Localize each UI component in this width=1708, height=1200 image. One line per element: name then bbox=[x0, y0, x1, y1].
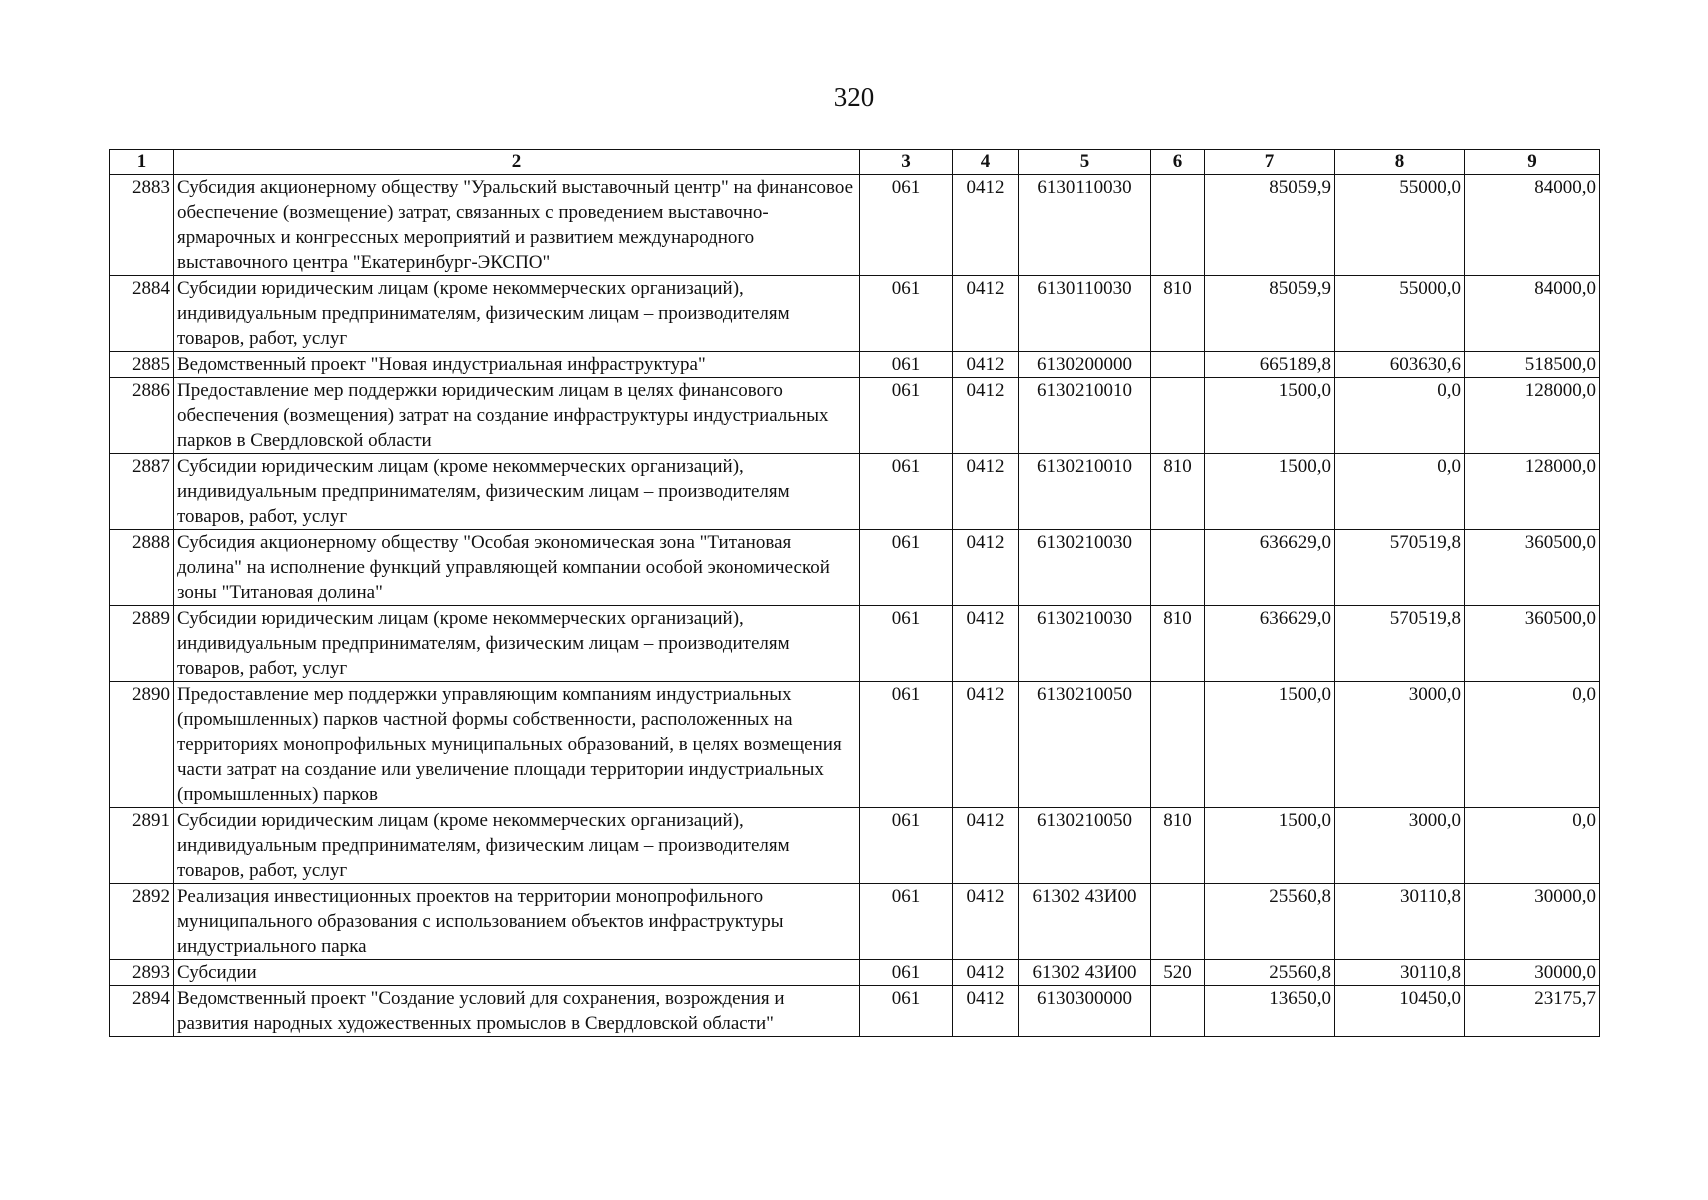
page-number: 320 bbox=[833, 82, 875, 112]
row-col-3: 061 bbox=[860, 960, 953, 986]
row-col-4: 0412 bbox=[953, 606, 1019, 682]
row-col-4: 0412 bbox=[953, 352, 1019, 378]
row-number: 2888 bbox=[110, 530, 174, 606]
row-col-6 bbox=[1151, 986, 1205, 1037]
row-col-5: 6130210030 bbox=[1019, 606, 1151, 682]
row-col-6: 810 bbox=[1151, 454, 1205, 530]
row-col-8: 55000,0 bbox=[1335, 175, 1465, 276]
row-col-6 bbox=[1151, 378, 1205, 454]
row-col-5: 6130110030 bbox=[1019, 276, 1151, 352]
row-col-3: 061 bbox=[860, 986, 953, 1037]
row-col-7: 25560,8 bbox=[1205, 960, 1335, 986]
row-number: 2890 bbox=[110, 682, 174, 808]
row-col-5: 6130300000 bbox=[1019, 986, 1151, 1037]
row-col-6: 810 bbox=[1151, 606, 1205, 682]
row-col-7: 1500,0 bbox=[1205, 454, 1335, 530]
row-col-8: 30110,8 bbox=[1335, 960, 1465, 986]
row-col-6 bbox=[1151, 682, 1205, 808]
row-col-5: 6130200000 bbox=[1019, 352, 1151, 378]
row-col-9: 518500,0 bbox=[1465, 352, 1600, 378]
row-col-5: 6130210050 bbox=[1019, 808, 1151, 884]
budget-table bbox=[109, 149, 1600, 1037]
row-col-8: 10450,0 bbox=[1335, 986, 1465, 1037]
header-col-1: 1 bbox=[110, 150, 174, 175]
row-col-8: 0,0 bbox=[1335, 454, 1465, 530]
row-col-8: 603630,6 bbox=[1335, 352, 1465, 378]
table-row bbox=[110, 884, 1600, 960]
row-col-4: 0412 bbox=[953, 276, 1019, 352]
row-col-3: 061 bbox=[860, 606, 953, 682]
row-description: Субсидия акционерному обществу "Особая экономическая зона "Титановая долина" на исполнение функций управляющей компании особой экономической зоны "Титановая долина" bbox=[174, 530, 860, 606]
table-row bbox=[110, 352, 1600, 378]
row-col-9: 84000,0 bbox=[1465, 276, 1600, 352]
row-description: Субсидии юридическим лицам (кроме некоммерческих организаций), индивидуальным предпринимателям, физическим лицам – производителям товаров, работ, услуг bbox=[174, 606, 860, 682]
row-col-6: 520 bbox=[1151, 960, 1205, 986]
row-col-3: 061 bbox=[860, 352, 953, 378]
row-col-7: 25560,8 bbox=[1205, 884, 1335, 960]
table-body bbox=[110, 175, 1600, 1037]
header-col-4: 4 bbox=[953, 150, 1019, 175]
row-col-7: 1500,0 bbox=[1205, 682, 1335, 808]
row-col-4: 0412 bbox=[953, 986, 1019, 1037]
row-description: Субсидии юридическим лицам (кроме некоммерческих организаций), индивидуальным предпринимателям, физическим лицам – производителям товаров, работ, услуг bbox=[174, 276, 860, 352]
table-row bbox=[110, 378, 1600, 454]
row-col-9: 0,0 bbox=[1465, 682, 1600, 808]
row-col-6: 810 bbox=[1151, 808, 1205, 884]
row-col-6 bbox=[1151, 352, 1205, 378]
row-col-6 bbox=[1151, 530, 1205, 606]
row-col-3: 061 bbox=[860, 175, 953, 276]
header-col-3: 3 bbox=[860, 150, 953, 175]
header-col-6: 6 bbox=[1151, 150, 1205, 175]
row-col-9: 30000,0 bbox=[1465, 960, 1600, 986]
table-row bbox=[110, 276, 1600, 352]
row-col-3: 061 bbox=[860, 682, 953, 808]
row-col-5: 61302 43И00 bbox=[1019, 960, 1151, 986]
row-col-9: 128000,0 bbox=[1465, 454, 1600, 530]
table-header bbox=[110, 150, 1600, 175]
row-col-9: 360500,0 bbox=[1465, 606, 1600, 682]
row-col-8: 0,0 bbox=[1335, 378, 1465, 454]
row-description: Реализация инвестиционных проектов на территории монопрофильного муниципального образования с использованием объектов инфраструктуры индустриального парка bbox=[174, 884, 860, 960]
row-col-5: 6130110030 bbox=[1019, 175, 1151, 276]
table-row bbox=[110, 606, 1600, 682]
table-row bbox=[110, 986, 1600, 1037]
row-col-7: 665189,8 bbox=[1205, 352, 1335, 378]
row-description: Субсидия акционерному обществу "Уральский выставочный центр" на финансовое обеспечение (возмещение) затрат, связанных с проведением выставочно-ярмарочных и конгрессных мероприятий и развитием международного выставочного центра "Екатеринбург-ЭКСПО" bbox=[174, 175, 860, 276]
row-col-8: 30110,8 bbox=[1335, 884, 1465, 960]
row-number: 2886 bbox=[110, 378, 174, 454]
row-col-7: 85059,9 bbox=[1205, 175, 1335, 276]
header-row bbox=[110, 150, 1600, 175]
row-description: Субсидии юридическим лицам (кроме некоммерческих организаций), индивидуальным предпринимателям, физическим лицам – производителям товаров, работ, услуг bbox=[174, 454, 860, 530]
row-col-9: 30000,0 bbox=[1465, 884, 1600, 960]
row-col-3: 061 bbox=[860, 276, 953, 352]
row-col-5: 61302 43И00 bbox=[1019, 884, 1151, 960]
row-col-9: 0,0 bbox=[1465, 808, 1600, 884]
row-col-3: 061 bbox=[860, 378, 953, 454]
row-col-6: 810 bbox=[1151, 276, 1205, 352]
row-description: Субсидии юридическим лицам (кроме некоммерческих организаций), индивидуальным предпринимателям, физическим лицам – производителям товаров, работ, услуг bbox=[174, 808, 860, 884]
table-row bbox=[110, 454, 1600, 530]
row-col-7: 1500,0 bbox=[1205, 808, 1335, 884]
header-col-9: 9 bbox=[1465, 150, 1600, 175]
row-col-4: 0412 bbox=[953, 960, 1019, 986]
row-col-5: 6130210010 bbox=[1019, 378, 1151, 454]
row-col-8: 3000,0 bbox=[1335, 808, 1465, 884]
row-col-6 bbox=[1151, 884, 1205, 960]
row-number: 2884 bbox=[110, 276, 174, 352]
row-number: 2887 bbox=[110, 454, 174, 530]
row-description: Ведомственный проект "Создание условий для сохранения, возрождения и развития народных художественных промыслов в Свердловской области" bbox=[174, 986, 860, 1037]
row-col-4: 0412 bbox=[953, 808, 1019, 884]
row-number: 2883 bbox=[110, 175, 174, 276]
table-row bbox=[110, 175, 1600, 276]
row-col-9: 84000,0 bbox=[1465, 175, 1600, 276]
row-col-9: 360500,0 bbox=[1465, 530, 1600, 606]
row-col-5: 6130210030 bbox=[1019, 530, 1151, 606]
header-col-5: 5 bbox=[1019, 150, 1151, 175]
row-col-8: 3000,0 bbox=[1335, 682, 1465, 808]
row-col-8: 55000,0 bbox=[1335, 276, 1465, 352]
row-description: Ведомственный проект "Новая индустриальная инфраструктура" bbox=[174, 352, 860, 378]
row-description: Субсидии bbox=[174, 960, 860, 986]
row-col-8: 570519,8 bbox=[1335, 606, 1465, 682]
row-col-5: 6130210050 bbox=[1019, 682, 1151, 808]
header-col-2: 2 bbox=[174, 150, 860, 175]
row-col-3: 061 bbox=[860, 808, 953, 884]
row-col-4: 0412 bbox=[953, 175, 1019, 276]
header-col-8: 8 bbox=[1335, 150, 1465, 175]
table-row bbox=[110, 960, 1600, 986]
row-col-3: 061 bbox=[860, 530, 953, 606]
row-number: 2894 bbox=[110, 986, 174, 1037]
row-col-3: 061 bbox=[860, 884, 953, 960]
row-description: Предоставление мер поддержки управляющим компаниям индустриальных (промышленных) парков частной формы собственности, расположенных на территориях монопрофильных муниципальных образований, в целях возмещения части затрат на создание или увеличение площади территории индустриальных (промышленных) парков bbox=[174, 682, 860, 808]
row-col-4: 0412 bbox=[953, 530, 1019, 606]
row-number: 2891 bbox=[110, 808, 174, 884]
row-col-6 bbox=[1151, 175, 1205, 276]
row-col-9: 128000,0 bbox=[1465, 378, 1600, 454]
row-col-7: 1500,0 bbox=[1205, 378, 1335, 454]
row-col-5: 6130210010 bbox=[1019, 454, 1151, 530]
row-col-7: 636629,0 bbox=[1205, 606, 1335, 682]
row-col-7: 636629,0 bbox=[1205, 530, 1335, 606]
row-number: 2889 bbox=[110, 606, 174, 682]
table-row bbox=[110, 530, 1600, 606]
row-col-4: 0412 bbox=[953, 378, 1019, 454]
row-number: 2885 bbox=[110, 352, 174, 378]
row-col-4: 0412 bbox=[953, 884, 1019, 960]
table-row bbox=[110, 682, 1600, 808]
row-number: 2893 bbox=[110, 960, 174, 986]
row-col-4: 0412 bbox=[953, 682, 1019, 808]
row-number: 2892 bbox=[110, 884, 174, 960]
row-col-7: 85059,9 bbox=[1205, 276, 1335, 352]
header-col-7: 7 bbox=[1205, 150, 1335, 175]
row-col-7: 13650,0 bbox=[1205, 986, 1335, 1037]
row-col-4: 0412 bbox=[953, 454, 1019, 530]
row-col-9: 23175,7 bbox=[1465, 986, 1600, 1037]
table-row bbox=[110, 808, 1600, 884]
row-description: Предоставление мер поддержки юридическим лицам в целях финансового обеспечения (возмещения) затрат на создание инфраструктуры индустриальных парков в Свердловской области bbox=[174, 378, 860, 454]
row-col-8: 570519,8 bbox=[1335, 530, 1465, 606]
row-col-3: 061 bbox=[860, 454, 953, 530]
